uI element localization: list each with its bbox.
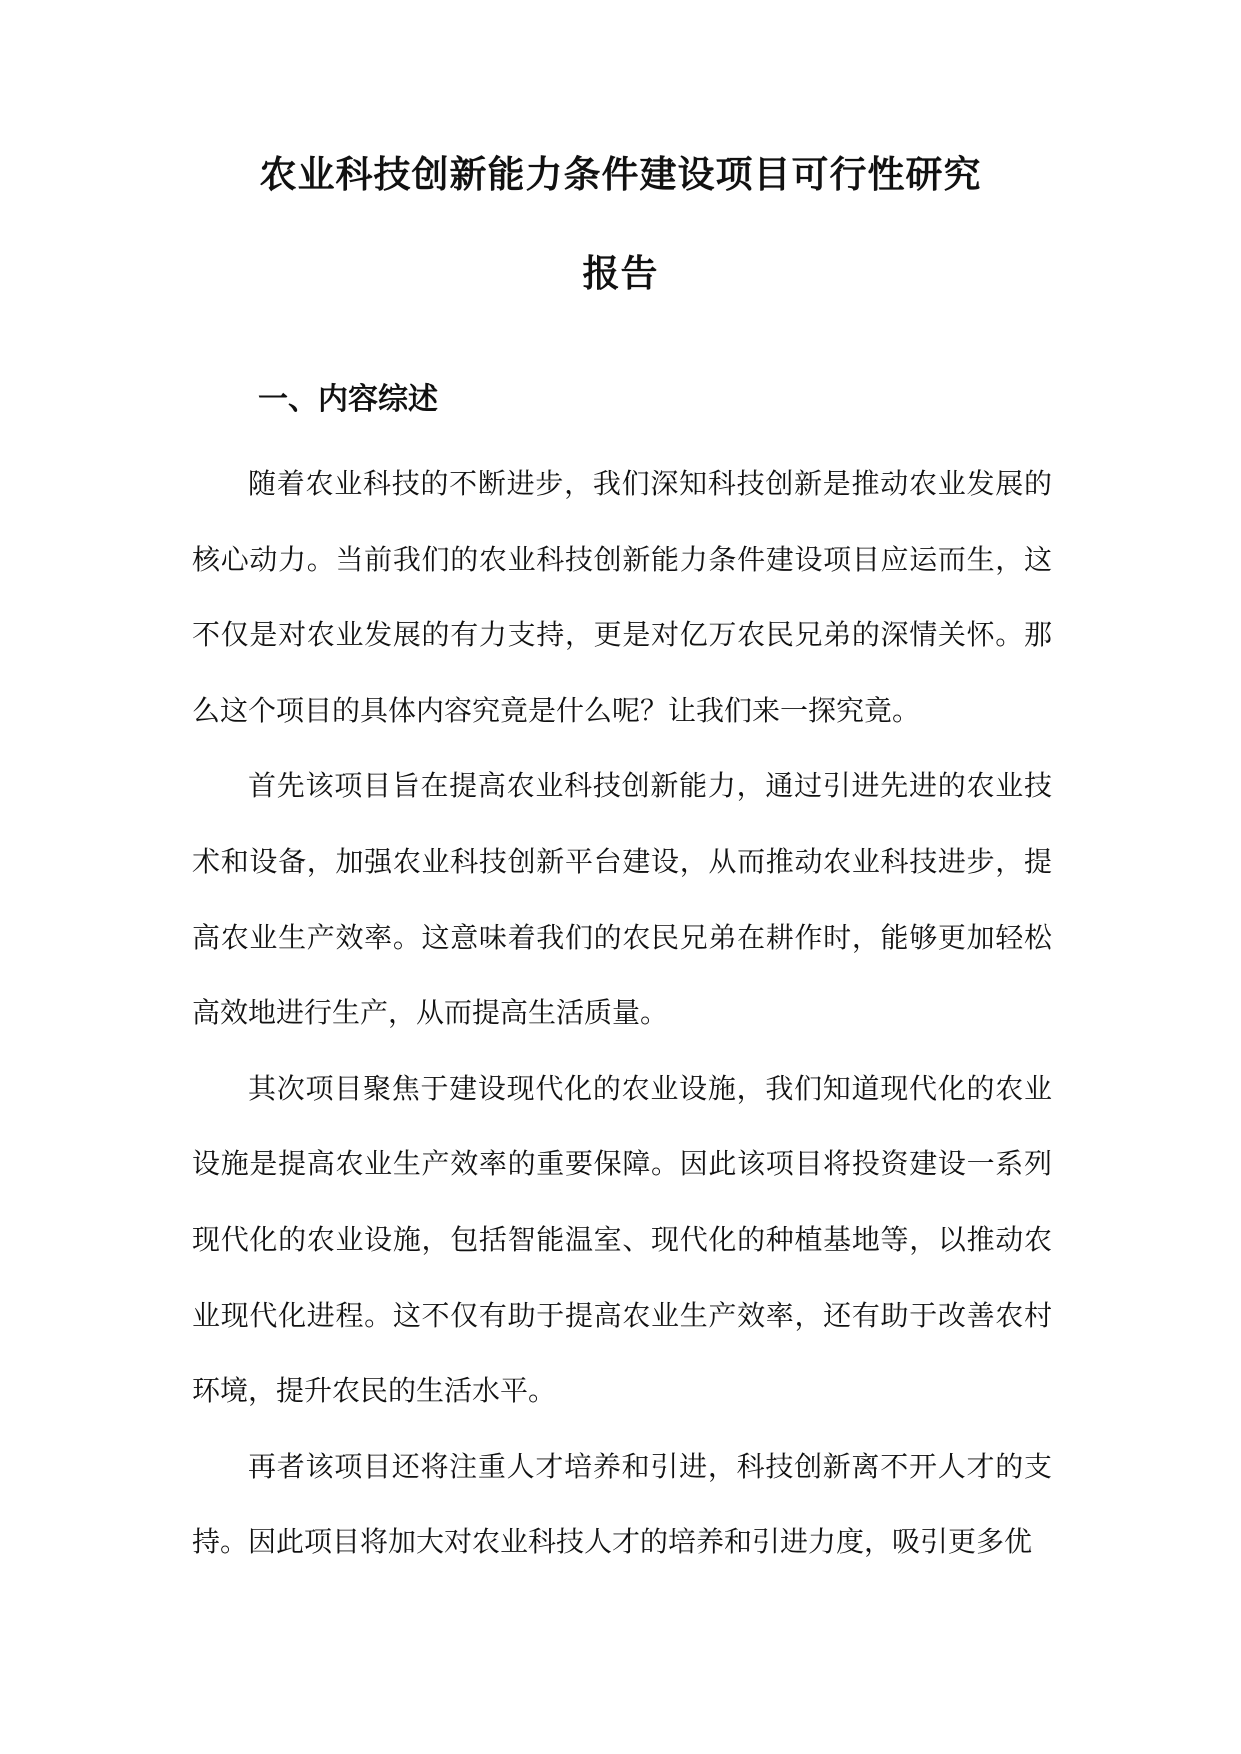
paragraph-1: 随着农业科技的不断进步，我们深知科技创新是推动农业发展的核心动力。当前我们的农业科技创新能力条件建设项目应运而生，这不仅是对农业发展的有力支持，更是对亿万农民兄弟的深情关怀。那么这个项目的具体内容究竟是什么呢？让我们来一探究竟。: [192, 467, 1052, 727]
document-title-line-1: 农业科技创新能力条件建设项目可行性研究: [259, 153, 982, 196]
paragraph-3: 其次项目聚焦于建设现代化的农业设施，我们知道现代化的农业设施是提高农业生产效率的重要保障。因此该项目将投资建设一系列现代化的农业设施，包括智能温室、现代化的种植基地等，以推动农业现代化进程。这不仅有助于提高农业生产效率，还有助于改善农村环境，提升农民的生活水平。: [192, 1071, 1052, 1408]
paragraph-4: 再者该项目还将注重人才培养和引进，科技创新离不开人才的支持。因此项目将加大对农业科技人才的培养和引进力度，吸引更多优: [192, 1449, 1052, 1559]
document-title-line-2: 报告: [582, 252, 659, 295]
paragraph-2: 首先该项目旨在提高农业科技创新能力，通过引进先进的农业技术和设备，加强农业科技创新平台建设，从而推动农业科技进步，提高农业生产效率。这意味着我们的农民兄弟在耕作时，能够更加轻松高效地进行生产，从而提高生活质量。: [192, 769, 1052, 1030]
document-body: [192, 446, 1052, 1580]
section-heading: 一、内容综述: [258, 382, 438, 417]
